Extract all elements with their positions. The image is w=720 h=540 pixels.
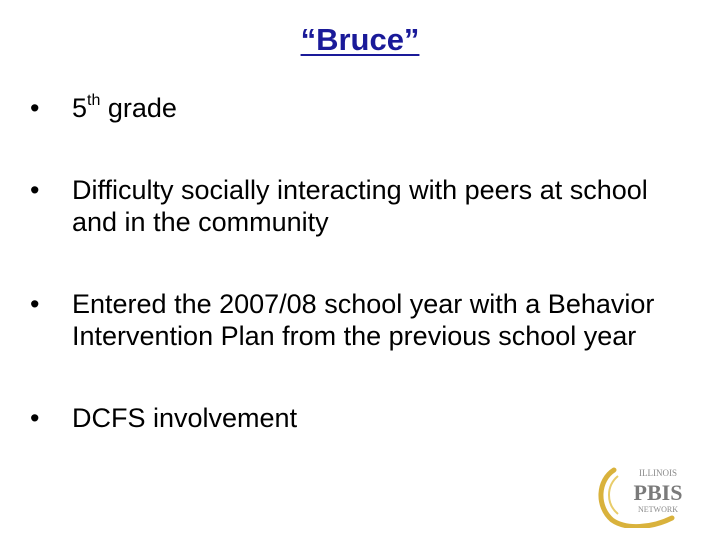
bullet-text: 5 (72, 93, 88, 123)
illinois-pbis-network-logo (592, 462, 704, 528)
logo-middle-text: PBIS (633, 480, 683, 505)
bullet-marker: • (30, 289, 40, 319)
bullet-text: Difficulty socially interacting with peers at school and in the community (72, 175, 648, 237)
logo-top-text: ILLINOIS (639, 468, 677, 478)
bullet-dcfs (30, 402, 680, 434)
logo-bottom-text: NETWORK (638, 505, 678, 514)
bullet-text-rest: grade (100, 93, 177, 123)
bullet-behavior-plan (30, 288, 680, 352)
bullet-marker: • (30, 93, 40, 123)
bullet-marker: • (30, 175, 40, 205)
bullet-text: Entered the 2007/08 school year with a Behavior Intervention Plan from the previous school year (72, 289, 655, 351)
bullet-marker: • (30, 403, 40, 433)
bullet-grade (30, 92, 680, 124)
bullet-social-difficulty (30, 174, 680, 238)
slide-title: “Bruce” (300, 22, 420, 57)
bullet-superscript: th (87, 92, 101, 109)
bullet-text: DCFS involvement (72, 403, 298, 433)
bullet-list (30, 92, 680, 484)
